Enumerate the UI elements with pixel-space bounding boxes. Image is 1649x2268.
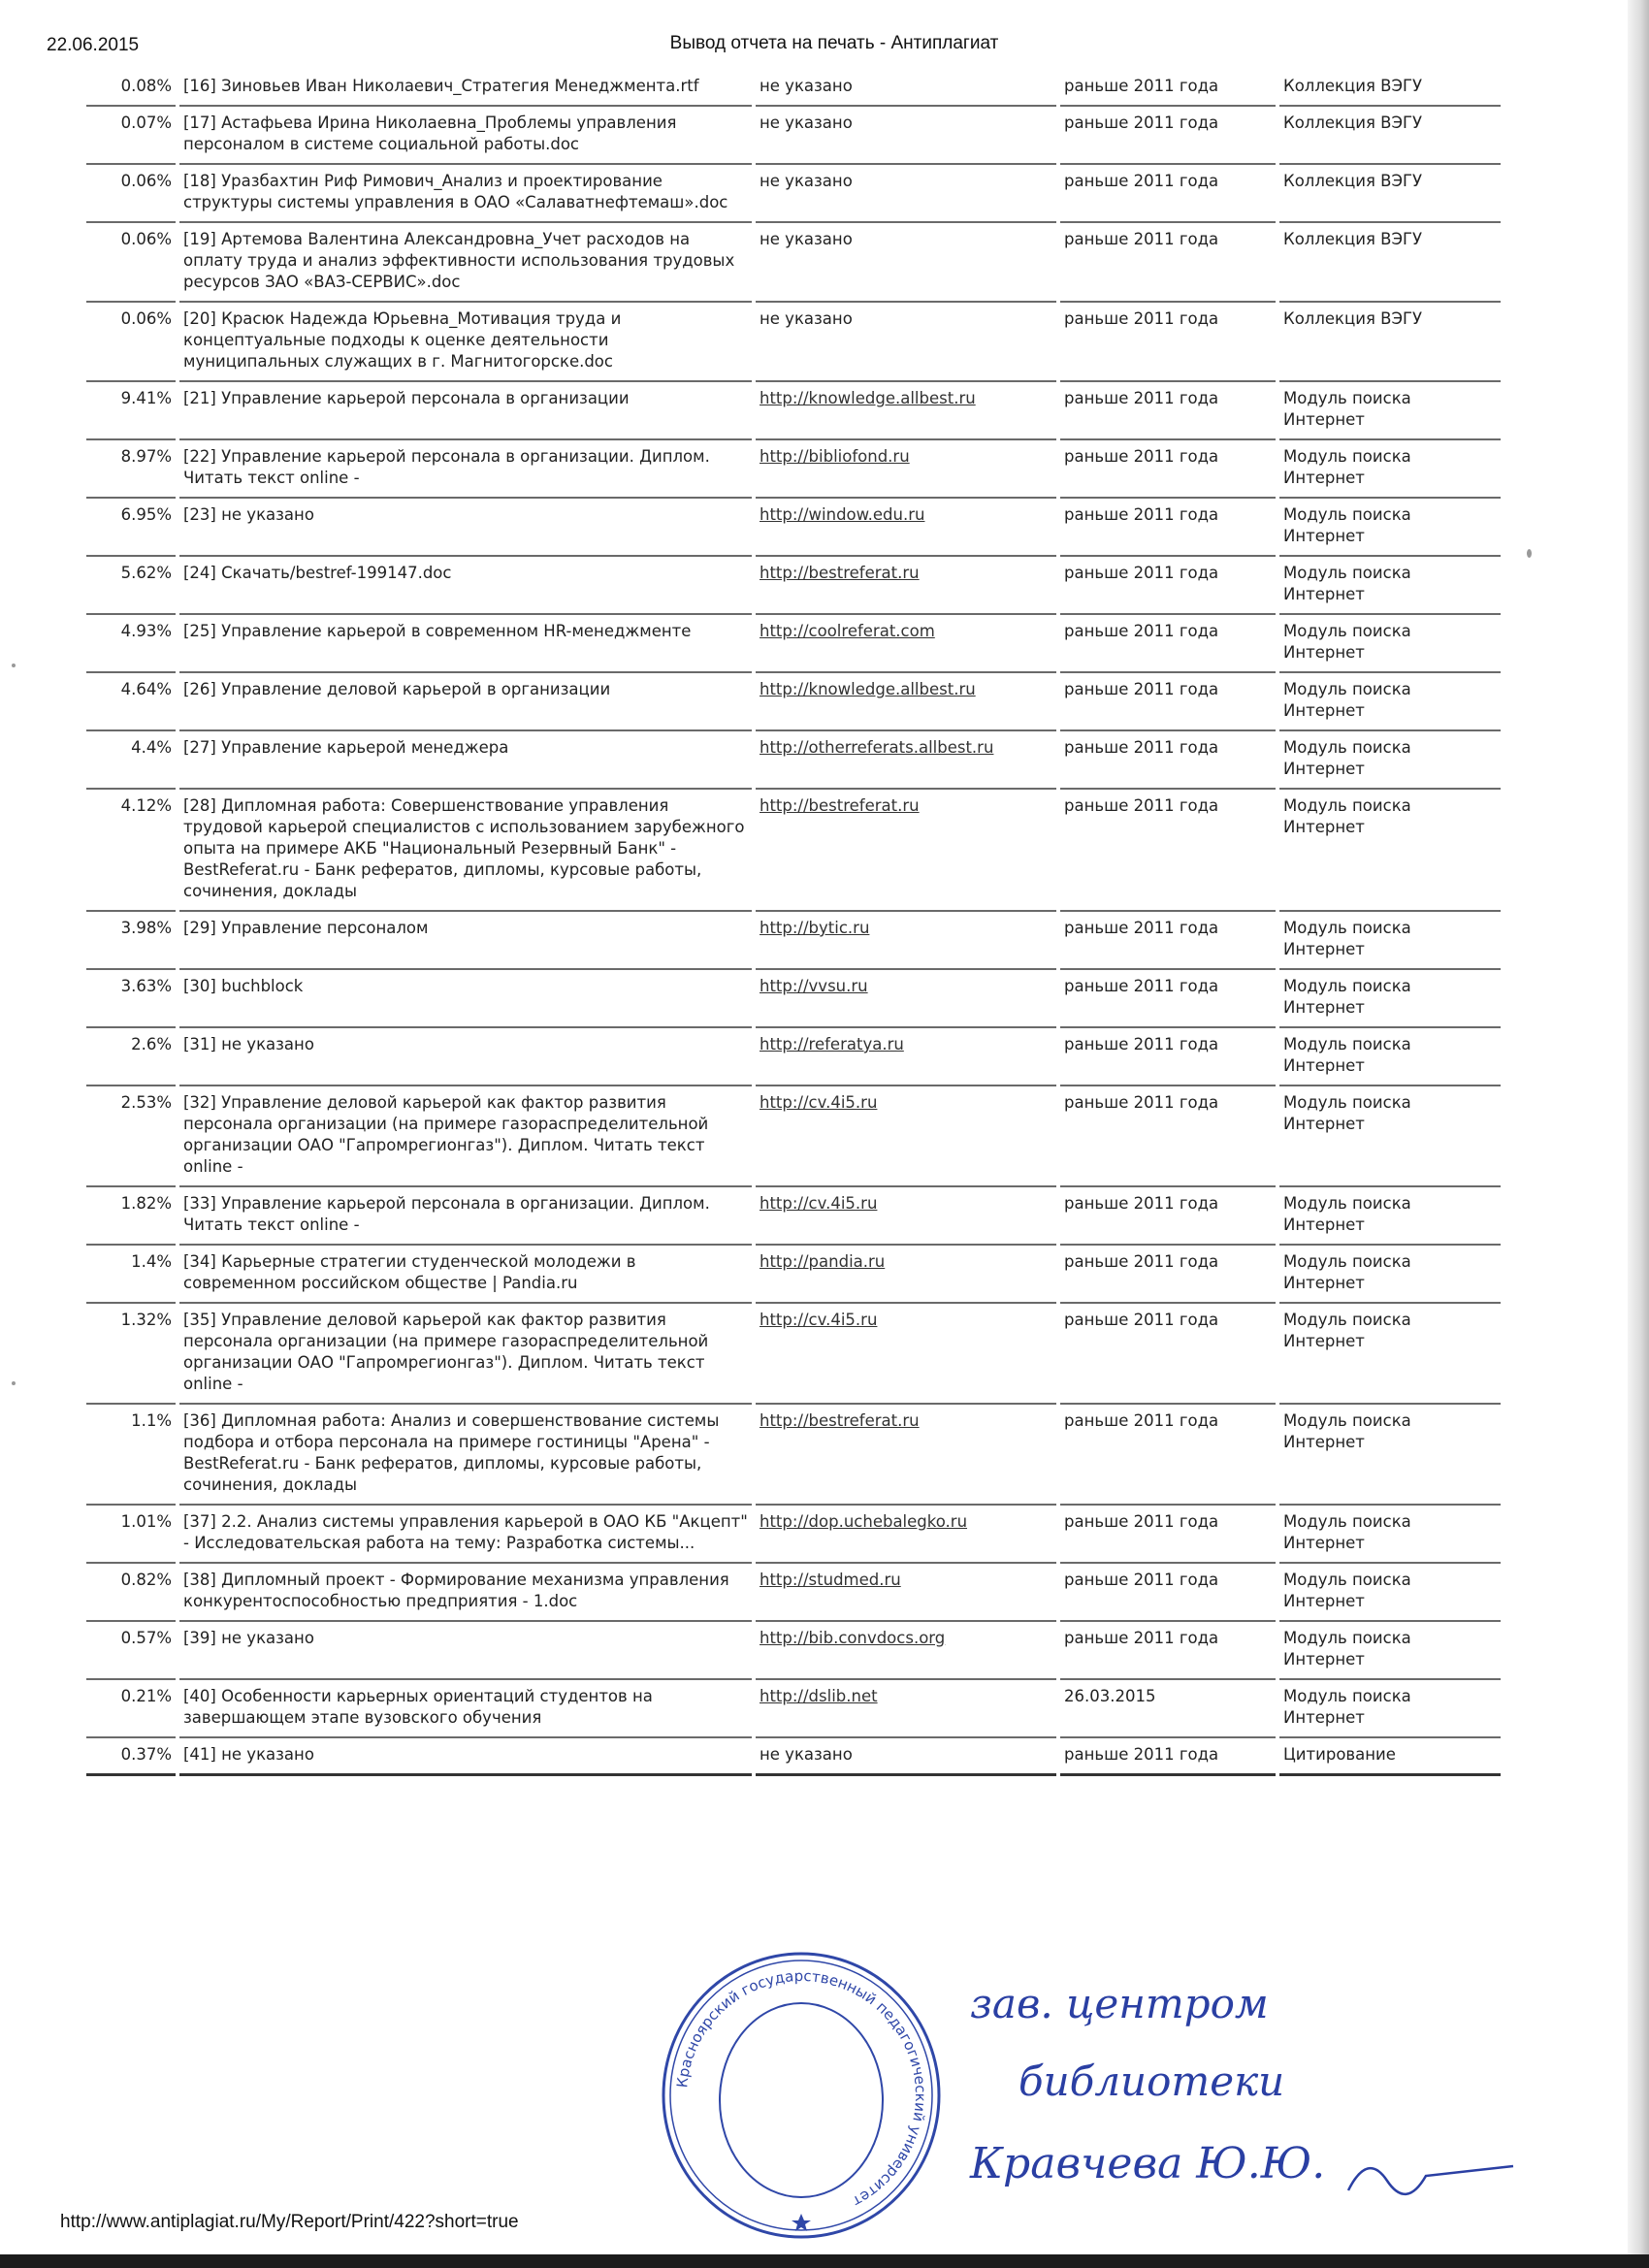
source-url-cell bbox=[756, 731, 1056, 790]
source-date: раньше 2011 года bbox=[1060, 440, 1276, 499]
match-percent: 0.06% bbox=[86, 223, 176, 303]
match-percent: 2.53% bbox=[86, 1086, 176, 1187]
table-row bbox=[86, 790, 1501, 912]
source-link[interactable]: http://knowledge.allbest.ru bbox=[760, 389, 976, 407]
search-module: Модуль поиска Интернет bbox=[1279, 1086, 1501, 1187]
match-percent: 1.4% bbox=[86, 1246, 176, 1304]
table-row bbox=[86, 1564, 1501, 1622]
match-percent: 9.41% bbox=[86, 382, 176, 440]
match-percent: 1.01% bbox=[86, 1506, 176, 1564]
source-date: раньше 2011 года bbox=[1060, 1246, 1276, 1304]
signature-line-2: библиотеки bbox=[1018, 2057, 1285, 2105]
source-date: раньше 2011 года bbox=[1060, 1028, 1276, 1086]
source-link[interactable]: http://knowledge.allbest.ru bbox=[760, 680, 976, 698]
source-url-cell bbox=[756, 1680, 1056, 1738]
source-name: [41] не указано bbox=[179, 1738, 752, 1776]
source-name: [25] Управление карьерой в современном HR-менеджменте bbox=[179, 615, 752, 673]
table-row bbox=[86, 1086, 1501, 1187]
scan-edge-right bbox=[1628, 0, 1649, 2268]
search-module: Модуль поиска Интернет bbox=[1279, 382, 1501, 440]
match-percent: 6.95% bbox=[86, 499, 176, 557]
table-row bbox=[86, 1405, 1501, 1506]
source-date: раньше 2011 года bbox=[1060, 223, 1276, 303]
table-row bbox=[86, 557, 1501, 615]
source-name: [37] 2.2. Анализ системы управления карьерой в ОАО КБ "Акцепт" - Исследовательская работа на тему: Разработка системы... bbox=[179, 1506, 752, 1564]
source-url-cell bbox=[756, 70, 1056, 107]
signature-line-3: Кравчева Ю.Ю. bbox=[970, 2139, 1326, 2188]
source-link[interactable]: http://bibliofond.ru bbox=[760, 447, 910, 466]
search-module: Модуль поиска Интернет bbox=[1279, 673, 1501, 731]
source-name: [29] Управление персоналом bbox=[179, 912, 752, 970]
source-date: раньше 2011 года bbox=[1060, 1506, 1276, 1564]
source-date: раньше 2011 года bbox=[1060, 557, 1276, 615]
search-module: Цитирование bbox=[1279, 1738, 1501, 1776]
source-date: раньше 2011 года bbox=[1060, 1405, 1276, 1506]
source-url-cell bbox=[756, 165, 1056, 223]
match-percent: 0.21% bbox=[86, 1680, 176, 1738]
match-percent: 2.6% bbox=[86, 1028, 176, 1086]
source-link[interactable]: http://bytic.ru bbox=[760, 919, 870, 937]
search-module: Модуль поиска Интернет bbox=[1279, 790, 1501, 912]
source-date: раньше 2011 года bbox=[1060, 107, 1276, 165]
table-row bbox=[86, 499, 1501, 557]
source-name: [17] Астафьева Ирина Николаевна_Проблемы управления персоналом в системе социальной работы.doc bbox=[179, 107, 752, 165]
match-percent: 0.82% bbox=[86, 1564, 176, 1622]
match-percent: 0.08% bbox=[86, 70, 176, 107]
source-date: раньше 2011 года bbox=[1060, 382, 1276, 440]
search-module: Модуль поиска Интернет bbox=[1279, 731, 1501, 790]
table-row bbox=[86, 912, 1501, 970]
source-date: раньше 2011 года bbox=[1060, 673, 1276, 731]
source-name: [24] Скачать/bestref-199147.doc bbox=[179, 557, 752, 615]
source-url-cell bbox=[756, 557, 1056, 615]
source-link[interactable]: http://pandia.ru bbox=[760, 1252, 886, 1271]
source-url-cell bbox=[756, 107, 1056, 165]
table-row bbox=[86, 1622, 1501, 1680]
source-url-cell bbox=[756, 1738, 1056, 1776]
table-row bbox=[86, 673, 1501, 731]
match-percent: 0.07% bbox=[86, 107, 176, 165]
match-percent: 4.93% bbox=[86, 615, 176, 673]
source-link[interactable]: http://vvsu.ru bbox=[760, 977, 868, 995]
source-url-cell bbox=[756, 440, 1056, 499]
source-name: [38] Дипломный проект - Формирование механизма управления конкурентоспособностью предприятия - 1.doc bbox=[179, 1564, 752, 1622]
search-module: Модуль поиска Интернет bbox=[1279, 1405, 1501, 1506]
source-name: [32] Управление деловой карьерой как фактор развития персонала организации (на примере газораспределительной организации ОАО "Гапромрегионгаз"). Диплом. Читать текст online - bbox=[179, 1086, 752, 1187]
source-date: раньше 2011 года bbox=[1060, 970, 1276, 1028]
signature-flourish bbox=[1348, 2166, 1513, 2194]
source-url-cell bbox=[756, 912, 1056, 970]
source-date: раньше 2011 года bbox=[1060, 165, 1276, 223]
source-name: [33] Управление карьерой персонала в организации. Диплом. Читать текст online - bbox=[179, 1187, 752, 1246]
source-link[interactable]: http://bib.convdocs.org bbox=[760, 1629, 946, 1647]
search-module: Модуль поиска Интернет bbox=[1279, 1304, 1501, 1405]
source-link[interactable]: http://studmed.ru bbox=[760, 1571, 901, 1589]
source-url-cell bbox=[756, 303, 1056, 382]
match-percent: 5.62% bbox=[86, 557, 176, 615]
scan-speck bbox=[12, 1381, 16, 1385]
match-percent: 0.06% bbox=[86, 165, 176, 223]
source-link[interactable]: http://cv.4i5.ru bbox=[760, 1093, 878, 1112]
source-date: раньше 2011 года bbox=[1060, 615, 1276, 673]
source-link[interactable]: http://dop.uchebalegko.ru bbox=[760, 1512, 968, 1531]
match-percent: 4.64% bbox=[86, 673, 176, 731]
table-row bbox=[86, 223, 1501, 303]
source-url-cell bbox=[756, 1405, 1056, 1506]
source-name: [21] Управление карьерой персонала в организации bbox=[179, 382, 752, 440]
source-link[interactable]: http://cv.4i5.ru bbox=[760, 1311, 878, 1329]
table-row bbox=[86, 165, 1501, 223]
search-module: Модуль поиска Интернет bbox=[1279, 499, 1501, 557]
source-link[interactable]: http://window.edu.ru bbox=[760, 505, 925, 524]
search-module: Модуль поиска Интернет bbox=[1279, 912, 1501, 970]
source-date: раньше 2011 года bbox=[1060, 1187, 1276, 1246]
stamp-star-icon bbox=[792, 2214, 811, 2231]
search-module: Модуль поиска Интернет bbox=[1279, 440, 1501, 499]
table-row bbox=[86, 731, 1501, 790]
table-row bbox=[86, 615, 1501, 673]
source-date: раньше 2011 года bbox=[1060, 790, 1276, 912]
table-row bbox=[86, 1028, 1501, 1086]
search-module: Модуль поиска Интернет bbox=[1279, 1187, 1501, 1246]
source-date: раньше 2011 года bbox=[1060, 1086, 1276, 1187]
search-module: Модуль поиска Интернет bbox=[1279, 1622, 1501, 1680]
search-module: Модуль поиска Интернет bbox=[1279, 1506, 1501, 1564]
source-url-cell bbox=[756, 615, 1056, 673]
source-url-cell bbox=[756, 382, 1056, 440]
source-url-cell bbox=[756, 1506, 1056, 1564]
source-name: [28] Дипломная работа: Совершенствование управления трудовой карьерой специалистов с использованием зарубежного опыта на примере АКБ "Национальный Резервный Банк" - BestReferat.ru - Банк рефератов, дипломы, курсовые работы, сочинения, доклады bbox=[179, 790, 752, 912]
match-percent: 3.98% bbox=[86, 912, 176, 970]
sources-table-body bbox=[86, 70, 1501, 1776]
scan-speck bbox=[12, 664, 16, 667]
source-url-cell bbox=[756, 1028, 1056, 1086]
source-date: раньше 2011 года bbox=[1060, 1622, 1276, 1680]
table-row bbox=[86, 1187, 1501, 1246]
search-module: Модуль поиска Интернет bbox=[1279, 557, 1501, 615]
source-url-cell bbox=[756, 673, 1056, 731]
source-name: [26] Управление деловой карьерой в организации bbox=[179, 673, 752, 731]
scan-speck bbox=[1527, 549, 1532, 558]
source-url-cell bbox=[756, 1304, 1056, 1405]
source-link[interactable]: http://bestreferat.ru bbox=[760, 564, 920, 582]
scan-edge-bottom bbox=[0, 2254, 1649, 2268]
search-module: Коллекция ВЭГУ bbox=[1279, 165, 1501, 223]
table-row bbox=[86, 1738, 1501, 1776]
source-url-text: не указано bbox=[760, 309, 853, 328]
footer-url: http://www.antiplagiat.ru/My/Report/Print/422?short=true bbox=[60, 2212, 519, 2232]
source-date: раньше 2011 года bbox=[1060, 731, 1276, 790]
source-url-text: не указано bbox=[760, 230, 853, 248]
match-percent: 1.82% bbox=[86, 1187, 176, 1246]
source-name: [27] Управление карьерой менеджера bbox=[179, 731, 752, 790]
source-date: раньше 2011 года bbox=[1060, 499, 1276, 557]
table-row bbox=[86, 107, 1501, 165]
source-name: [39] не указано bbox=[179, 1622, 752, 1680]
table-row bbox=[86, 70, 1501, 107]
source-name: [18] Уразбахтин Риф Римович_Анализ и проектирование структуры системы управления в ОАО «Салаватнефтемаш».doc bbox=[179, 165, 752, 223]
stamp-text: Красноярский государственный педагогический университет bbox=[673, 1966, 930, 2211]
match-percent: 0.37% bbox=[86, 1738, 176, 1776]
source-name: [35] Управление деловой карьерой как фактор развития персонала организации (на примере газораспределительной организации ОАО "Гапромрегионгаз"). Диплом. Читать текст online - bbox=[179, 1304, 752, 1405]
search-module: Модуль поиска Интернет bbox=[1279, 1680, 1501, 1738]
source-name: [20] Красюк Надежда Юрьевна_Мотивация труда и концептуальные подходы к оценке деятельности муниципальных служащих в г. Магнитогорске.doc bbox=[179, 303, 752, 382]
university-stamp bbox=[656, 1950, 947, 2241]
search-module: Модуль поиска Интернет bbox=[1279, 1564, 1501, 1622]
source-name: [23] не указано bbox=[179, 499, 752, 557]
source-link[interactable]: http://otherreferats.allbest.ru bbox=[760, 738, 994, 757]
source-url-cell bbox=[756, 499, 1056, 557]
source-name: [36] Дипломная работа: Анализ и совершенствование системы подбора и отбора персонала на примере гостиницы "Арена" - BestReferat.ru - Банк рефератов, дипломы, курсовые работы, сочинения, доклады bbox=[179, 1405, 752, 1506]
match-percent: 0.57% bbox=[86, 1622, 176, 1680]
match-percent: 3.63% bbox=[86, 970, 176, 1028]
search-module: Коллекция ВЭГУ bbox=[1279, 303, 1501, 382]
page-title: Вывод отчета на печать - Антиплагиат bbox=[669, 33, 999, 53]
match-percent: 0.06% bbox=[86, 303, 176, 382]
source-url-cell bbox=[756, 790, 1056, 912]
search-module: Модуль поиска Интернет bbox=[1279, 970, 1501, 1028]
table-row bbox=[86, 382, 1501, 440]
handwritten-signature bbox=[960, 1969, 1600, 2212]
stamp-inner-ring bbox=[670, 1960, 932, 2230]
source-url-cell bbox=[756, 1187, 1056, 1246]
source-link[interactable]: http://dslib.net bbox=[760, 1687, 878, 1705]
source-url-text: не указано bbox=[760, 172, 853, 190]
sources-table bbox=[82, 70, 1504, 1776]
source-url-text: не указано bbox=[760, 113, 853, 132]
match-percent: 8.97% bbox=[86, 440, 176, 499]
table-row bbox=[86, 1680, 1501, 1738]
signature-line-1: зав. центром bbox=[970, 1980, 1269, 2027]
stamp-center-ring bbox=[720, 2003, 883, 2197]
source-name: [19] Артемова Валентина Александровна_Учет расходов на оплату труда и анализ эффективности использования трудовых ресурсов ЗАО «ВАЗ-СЕРВИС».doc bbox=[179, 223, 752, 303]
source-link[interactable]: http://coolreferat.com bbox=[760, 622, 935, 640]
source-date: 26.03.2015 bbox=[1060, 1680, 1276, 1738]
source-url-cell bbox=[756, 1246, 1056, 1304]
match-percent: 1.1% bbox=[86, 1405, 176, 1506]
source-name: [40] Особенности карьерных ориентаций студентов на завершающем этапе вузовского обучения bbox=[179, 1680, 752, 1738]
search-module: Модуль поиска Интернет bbox=[1279, 1028, 1501, 1086]
source-url-cell bbox=[756, 223, 1056, 303]
source-link[interactable]: http://cv.4i5.ru bbox=[760, 1194, 878, 1213]
stamp-outer-ring bbox=[663, 1954, 939, 2237]
table-row bbox=[86, 1304, 1501, 1405]
table-row bbox=[86, 970, 1501, 1028]
search-module: Модуль поиска Интернет bbox=[1279, 615, 1501, 673]
source-date: раньше 2011 года bbox=[1060, 70, 1276, 107]
search-module: Коллекция ВЭГУ bbox=[1279, 223, 1501, 303]
source-url-cell bbox=[756, 1622, 1056, 1680]
match-percent: 4.4% bbox=[86, 731, 176, 790]
search-module: Коллекция ВЭГУ bbox=[1279, 70, 1501, 107]
source-link[interactable]: http://referatya.ru bbox=[760, 1035, 904, 1053]
source-name: [22] Управление карьерой персонала в организации. Диплом. Читать текст online - bbox=[179, 440, 752, 499]
table-row bbox=[86, 303, 1501, 382]
source-date: раньше 2011 года bbox=[1060, 1738, 1276, 1776]
search-module: Коллекция ВЭГУ bbox=[1279, 107, 1501, 165]
source-name: [30] buchblock bbox=[179, 970, 752, 1028]
match-percent: 1.32% bbox=[86, 1304, 176, 1405]
source-link[interactable]: http://bestreferat.ru bbox=[760, 1411, 920, 1430]
source-url-text: не указано bbox=[760, 1745, 853, 1764]
source-url-cell bbox=[756, 1086, 1056, 1187]
source-url-text: не указано bbox=[760, 77, 853, 95]
table-row bbox=[86, 1506, 1501, 1564]
source-date: раньше 2011 года bbox=[1060, 1304, 1276, 1405]
source-link[interactable]: http://bestreferat.ru bbox=[760, 796, 920, 815]
match-percent: 4.12% bbox=[86, 790, 176, 912]
table-row bbox=[86, 440, 1501, 499]
source-name: [31] не указано bbox=[179, 1028, 752, 1086]
table-row bbox=[86, 1246, 1501, 1304]
source-date: раньше 2011 года bbox=[1060, 303, 1276, 382]
source-url-cell bbox=[756, 970, 1056, 1028]
source-url-cell bbox=[756, 1564, 1056, 1622]
source-name: [34] Карьерные стратегии студенческой молодежи в современном российском обществе | Pandia.ru bbox=[179, 1246, 752, 1304]
source-date: раньше 2011 года bbox=[1060, 912, 1276, 970]
search-module: Модуль поиска Интернет bbox=[1279, 1246, 1501, 1304]
source-date: раньше 2011 года bbox=[1060, 1564, 1276, 1622]
print-date: 22.06.2015 bbox=[47, 35, 140, 55]
source-name: [16] Зиновьев Иван Николаевич_Стратегия Менеджмента.rtf bbox=[179, 70, 752, 107]
